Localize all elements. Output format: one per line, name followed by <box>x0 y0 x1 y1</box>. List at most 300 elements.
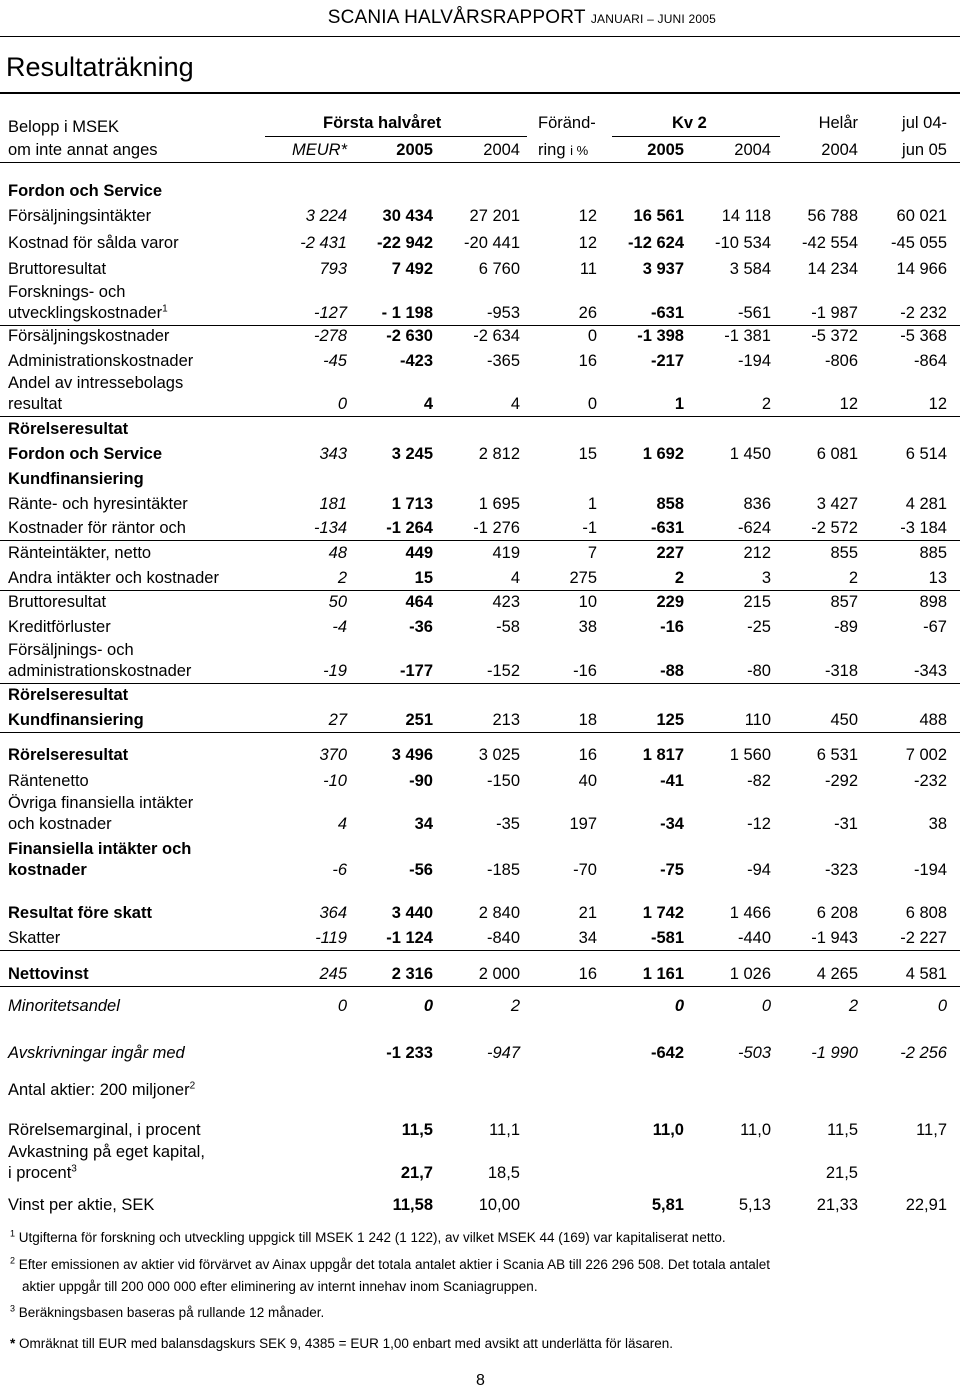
cell-half-2004: -35 <box>496 815 520 833</box>
row-label <box>8 326 169 347</box>
cell-q2-2004: -80 <box>747 662 771 680</box>
row-label-text: Fordon och Service <box>8 445 163 463</box>
cell-meur: -134 <box>313 519 347 537</box>
cell-rolling-12m: 898 <box>919 593 947 611</box>
cell-half-2005: -90 <box>409 772 433 790</box>
row-label <box>8 710 144 731</box>
cell-half-2004: 3 025 <box>478 746 520 764</box>
cell-q2-2005: -217 <box>650 352 684 370</box>
footnote-2 <box>10 1257 770 1272</box>
row-label <box>8 444 162 465</box>
cell-rolling-12m: 22,91 <box>905 1196 947 1214</box>
row-label-text: Vinst per aktie, SEK <box>8 1196 155 1214</box>
row-label-text: Bruttoresultat <box>8 260 107 278</box>
cell-helar-2004: -31 <box>834 815 858 833</box>
cell-q2-2005: -88 <box>660 662 684 680</box>
cell-half-2004: 1 695 <box>478 495 520 513</box>
cell-half-2004: 6 760 <box>478 260 520 278</box>
cell-q2-2004: 1 560 <box>729 746 771 764</box>
cell-helar-2004: -89 <box>834 618 858 636</box>
row-label-text-line2: administrationskostnader <box>8 662 192 680</box>
cell-q2-2004: 1 450 <box>729 445 771 463</box>
cell-meur: 50 <box>328 593 347 611</box>
cell-half-2005: -1 264 <box>386 519 433 537</box>
cell-rolling-12m: -194 <box>913 861 947 879</box>
cell-half-2004: 27 201 <box>469 207 520 225</box>
row-label-text: Administrationskostnader <box>8 352 194 370</box>
row-label-text-line2: i procent <box>8 1164 72 1182</box>
cell-meur: 0 <box>337 395 347 413</box>
cell-helar-2004: -1 987 <box>811 304 858 322</box>
row-label-text-line2: utvecklingskostnader <box>8 304 163 322</box>
row-label <box>8 996 120 1017</box>
row-label-text: Försäljnings- och <box>8 641 134 659</box>
col-label-line1: Belopp i MSEK <box>8 118 119 136</box>
cell-half-2004: 423 <box>492 593 520 611</box>
cell-q2-2004: 212 <box>743 544 771 562</box>
cell-q2-2004: -25 <box>747 618 771 636</box>
cell-change-pct: -70 <box>573 861 597 879</box>
row-label-text: Kundfinansiering <box>8 711 144 729</box>
cell-q2-2005: 0 <box>674 997 684 1015</box>
row-label <box>8 1120 201 1141</box>
row-label-text: Ränte- och hyresintäkter <box>8 495 188 513</box>
cell-change-pct: 0 <box>587 327 597 345</box>
row-label <box>8 419 128 440</box>
cell-meur: -4 <box>332 618 347 636</box>
cell-q2-2004: 0 <box>761 997 771 1015</box>
cell-meur: -45 <box>323 352 347 370</box>
row-label <box>8 903 152 924</box>
cell-rolling-12m: 0 <box>937 997 947 1015</box>
cell-change-pct: -1 <box>582 519 597 537</box>
cell-change-pct: 10 <box>578 593 597 611</box>
cell-half-2004: -840 <box>486 929 520 947</box>
cell-helar-2004: -806 <box>824 352 858 370</box>
cell-helar-2004: -292 <box>824 772 858 790</box>
cell-meur: 4 <box>337 815 347 833</box>
cell-q2-2005: 1 742 <box>642 904 684 922</box>
cell-helar-2004: 6 531 <box>816 746 858 764</box>
row-label-text: Bruttoresultat <box>8 593 107 611</box>
cell-q2-2004: 836 <box>743 495 771 513</box>
row-label-text: Andra intäkter och kostnader <box>8 569 219 587</box>
cell-meur: -10 <box>323 772 347 790</box>
row-label <box>8 1080 195 1101</box>
row-label-text: Forsknings- och <box>8 283 126 301</box>
cell-helar-2004: 11,5 <box>827 1121 858 1139</box>
row-label-text: Räntenetto <box>8 772 89 790</box>
cell-change-pct: 12 <box>578 207 597 225</box>
cell-rolling-12m: -343 <box>913 662 947 680</box>
row-label <box>8 793 193 835</box>
footnote-3-mark: 3 <box>10 1303 16 1314</box>
row-label <box>8 1142 205 1184</box>
row-label-text: Rörelseresultat <box>8 746 129 764</box>
col-q2-2004: 2004 <box>734 141 771 159</box>
cell-q2-2005: 3 937 <box>642 260 684 278</box>
cell-q2-2004: -12 <box>747 815 771 833</box>
cell-q2-2005: -16 <box>660 618 684 636</box>
row-label <box>8 206 151 227</box>
cell-q2-2004: -82 <box>747 772 771 790</box>
cell-change-pct: 16 <box>578 746 597 764</box>
cell-meur: 181 <box>319 495 347 513</box>
cell-helar-2004: -5 372 <box>811 327 858 345</box>
cell-change-pct: 18 <box>578 711 597 729</box>
cell-rolling-12m: -67 <box>923 618 947 636</box>
cell-meur: -119 <box>315 929 347 947</box>
cell-helar-2004: 14 234 <box>807 260 858 278</box>
cell-half-2005: 449 <box>405 544 433 562</box>
cell-half-2004: -1 276 <box>473 519 520 537</box>
cell-helar-2004: -2 572 <box>811 519 858 537</box>
row-label <box>8 181 162 202</box>
cell-q2-2005: -75 <box>660 861 684 879</box>
row-label-text: Försäljningskostnader <box>8 327 170 345</box>
row-label-text: Kostnad för sålda varor <box>8 234 179 252</box>
page-title: Resultaträkning <box>6 52 194 82</box>
cell-half-2005: 21,7 <box>400 1164 433 1182</box>
cell-half-2004: -365 <box>486 352 520 370</box>
cell-q2-2004: -10 534 <box>715 234 771 252</box>
footnote-2-mark: 2 <box>10 1255 16 1266</box>
cell-rolling-12m: 6 514 <box>905 445 947 463</box>
cell-half-2005: 0 <box>423 997 433 1015</box>
cell-half-2004: 4 <box>510 569 520 587</box>
col-q2-2005: 2005 <box>647 141 684 159</box>
cell-q2-2005: 125 <box>656 711 684 729</box>
cell-meur: 245 <box>319 965 347 983</box>
row-label <box>8 351 193 372</box>
row-label <box>8 617 111 638</box>
cell-half-2004: 2 840 <box>478 904 520 922</box>
cell-change-pct: 12 <box>578 234 597 252</box>
cell-half-2005: -1 124 <box>386 929 433 947</box>
cell-q2-2004: 3 584 <box>729 260 771 278</box>
cell-meur: 343 <box>319 445 347 463</box>
col-half-2005: 2005 <box>396 141 433 159</box>
row-label-text: Rörelsemarginal, i procent <box>8 1121 201 1139</box>
cell-meur: -19 <box>323 662 347 680</box>
cell-helar-2004: 6 208 <box>816 904 858 922</box>
group2-underline <box>612 136 780 137</box>
col-rolling-line2: jun 05 <box>902 141 947 159</box>
cell-helar-2004: -42 554 <box>802 234 858 252</box>
row-label <box>8 928 60 949</box>
cell-meur: 0 <box>337 997 347 1015</box>
cell-meur: 27 <box>328 711 347 729</box>
footnote-ref: 1 <box>162 303 168 315</box>
cell-half-2005: 11,5 <box>401 1121 433 1139</box>
cell-half-2005: 3 245 <box>391 445 433 463</box>
cell-rolling-12m: 12 <box>928 395 947 413</box>
cell-meur: 370 <box>319 746 347 764</box>
cell-helar-2004: 21,5 <box>825 1164 858 1182</box>
cell-q2-2005: 16 561 <box>633 207 684 225</box>
footnote-4-mark: * <box>10 1336 16 1351</box>
cell-q2-2005: -12 624 <box>628 234 684 252</box>
cell-change-pct: 16 <box>578 352 597 370</box>
cell-change-pct: 197 <box>569 815 597 833</box>
col-change-line1: Föränd- <box>538 114 596 132</box>
cell-meur: -278 <box>313 327 347 345</box>
cell-change-pct: 34 <box>578 929 597 947</box>
cell-half-2005: 7 492 <box>391 260 433 278</box>
cell-half-2004: 2 000 <box>478 965 520 983</box>
cell-rolling-12m: 885 <box>919 544 947 562</box>
col-group-first-half: Första halvåret <box>323 114 442 132</box>
row-label <box>8 839 191 881</box>
col-group-q2: Kv 2 <box>672 114 707 132</box>
cell-helar-2004: 6 081 <box>816 445 858 463</box>
cell-meur: -127 <box>313 304 347 322</box>
col-change-ring: ring <box>538 141 566 159</box>
cell-half-2005: 4 <box>423 395 433 413</box>
cell-rolling-12m: 6 808 <box>905 904 947 922</box>
cell-rolling-12m: 14 966 <box>896 260 947 278</box>
footnote-3-text: Beräkningsbasen baseras på rullande 12 månader. <box>18 1305 325 1320</box>
cell-q2-2004: 1 026 <box>729 965 771 983</box>
cell-helar-2004: 56 788 <box>807 207 858 225</box>
row-label-text: Minoritetsandel <box>8 997 120 1015</box>
cell-q2-2004: -503 <box>737 1044 771 1062</box>
cell-rolling-12m: -45 055 <box>891 234 947 252</box>
cell-q2-2005: -581 <box>650 929 684 947</box>
cell-half-2004: 2 <box>510 997 520 1015</box>
cell-half-2005: -22 942 <box>377 234 433 252</box>
row-label-text: Rörelseresultat <box>8 686 129 704</box>
cell-change-pct: 15 <box>578 445 597 463</box>
row-rule <box>0 950 960 951</box>
row-rule <box>0 683 960 684</box>
cell-change-pct: 275 <box>569 569 597 587</box>
cell-helar-2004: 2 <box>848 569 858 587</box>
cell-q2-2005: 1 817 <box>642 746 684 764</box>
row-label <box>8 568 219 589</box>
row-label <box>8 373 183 415</box>
cell-rolling-12m: 4 281 <box>905 495 947 513</box>
row-label <box>8 640 191 682</box>
cell-q2-2004: -561 <box>737 304 771 322</box>
footnote-ref: 2 <box>189 1080 196 1092</box>
row-label <box>8 543 151 564</box>
cell-q2-2004: 14 118 <box>721 207 771 225</box>
cell-rolling-12m: 60 021 <box>896 207 947 225</box>
cell-q2-2004: 3 <box>761 569 771 587</box>
cell-q2-2004: 1 466 <box>729 904 771 922</box>
header-bottom-rule <box>0 162 960 163</box>
cell-helar-2004: 3 427 <box>816 495 858 513</box>
row-label <box>8 964 89 985</box>
footnote-2-cont: aktier uppgår till 200 000 000 efter eliminering av internt innehav inom Scaniagruppen. <box>22 1279 538 1294</box>
cell-rolling-12m: -2 227 <box>900 929 947 947</box>
cell-half-2004: -185 <box>486 861 520 879</box>
cell-half-2005: - 1 198 <box>381 304 433 322</box>
row-rule <box>0 732 960 733</box>
cell-helar-2004: 4 265 <box>816 965 858 983</box>
cell-rolling-12m: 488 <box>919 711 947 729</box>
cell-change-pct: 7 <box>587 544 597 562</box>
row-label <box>8 1195 154 1216</box>
cell-rolling-12m: -2 232 <box>900 304 947 322</box>
cell-rolling-12m: -2 256 <box>900 1044 947 1062</box>
header-rule <box>0 36 960 37</box>
cell-half-2004: 4 <box>510 395 520 413</box>
col-change-unit: i % <box>570 143 589 158</box>
cell-helar-2004: 2 <box>848 997 858 1015</box>
row-label <box>8 592 106 613</box>
cell-half-2004: 10,00 <box>478 1196 520 1214</box>
row-label-text: Avskrivningar ingår med <box>8 1044 185 1062</box>
row-label <box>8 233 179 254</box>
cell-helar-2004: 857 <box>830 593 858 611</box>
page-number: 8 <box>476 1372 485 1389</box>
cell-q2-2005: 1 161 <box>642 965 684 983</box>
cell-half-2005: 1 713 <box>391 495 433 513</box>
cell-q2-2005: 1 692 <box>642 445 684 463</box>
row-label <box>8 685 128 706</box>
cell-half-2005: 15 <box>414 569 433 587</box>
cell-half-2004: -2 634 <box>473 327 520 345</box>
row-rule <box>0 416 960 417</box>
cell-half-2005: -56 <box>409 861 433 879</box>
report-period-text: JANUARI – JUNI 2005 <box>590 12 716 26</box>
row-rule <box>0 986 960 987</box>
cell-half-2004: 2 812 <box>478 445 520 463</box>
row-rule <box>0 540 960 541</box>
row-label-text: Antal aktier: 200 miljoner <box>8 1081 190 1099</box>
row-label-text: Övriga finansiella intäkter <box>8 794 194 812</box>
cell-half-2005: -177 <box>399 662 433 680</box>
row-rule <box>0 590 960 591</box>
cell-half-2004: 18,5 <box>487 1164 520 1182</box>
cell-helar-2004: -318 <box>824 662 858 680</box>
cell-meur: 2 <box>337 569 347 587</box>
group1-underline <box>265 136 527 137</box>
footnote-1-mark: 1 <box>10 1228 16 1239</box>
cell-half-2004: -947 <box>486 1044 520 1062</box>
col-rolling-line1: jul 04- <box>902 114 947 132</box>
cell-half-2005: 34 <box>414 815 433 833</box>
col-label-line2: om inte annat anges <box>8 141 158 159</box>
cell-half-2005: -1 233 <box>386 1044 433 1062</box>
cell-q2-2005: 5,81 <box>651 1196 684 1214</box>
row-label-text: Resultat före skatt <box>8 904 152 922</box>
cell-half-2005: 464 <box>405 593 433 611</box>
footnote-1-text: Utgifterna för forskning och utveckling uppgick till MSEK 1 242 (1 122), av vilket MSEK 44 (169) var kapitaliserat netto. <box>18 1230 726 1245</box>
cell-half-2005: -423 <box>399 352 433 370</box>
row-label-text-line2: resultat <box>8 395 63 413</box>
cell-q2-2004: 215 <box>743 593 771 611</box>
cell-q2-2004: -1 381 <box>724 327 771 345</box>
cell-helar-2004: 855 <box>830 544 858 562</box>
cell-half-2004: -152 <box>486 662 520 680</box>
row-label <box>8 518 186 539</box>
row-label-text: Rörelseresultat <box>8 420 129 438</box>
cell-q2-2005: 1 <box>674 395 684 413</box>
row-label-text-line2: och kostnader <box>8 815 112 833</box>
cell-change-pct: 1 <box>587 495 597 513</box>
cell-q2-2005: -631 <box>650 304 684 322</box>
row-label <box>8 469 144 490</box>
cell-half-2005: 2 316 <box>391 965 433 983</box>
cell-change-pct: 16 <box>578 965 597 983</box>
cell-helar-2004: 450 <box>830 711 858 729</box>
cell-rolling-12m: -864 <box>913 352 947 370</box>
row-label-text: Kreditförluster <box>8 618 111 636</box>
row-label <box>8 745 128 766</box>
cell-helar-2004: -1 943 <box>811 929 858 947</box>
cell-q2-2004: 2 <box>761 395 771 413</box>
cell-q2-2004: 110 <box>744 711 771 729</box>
cell-half-2005: 30 434 <box>382 207 433 225</box>
footnote-2-text-line1: Efter emissionen av aktier vid förvärvet av Ainax uppgår det totala antalet aktier i Scania AB till 226 296 508. Det totala antalet <box>18 1257 770 1272</box>
col-half-2004: 2004 <box>483 141 520 159</box>
cell-q2-2005: 858 <box>656 495 684 513</box>
cell-q2-2005: 2 <box>674 569 684 587</box>
cell-change-pct: 26 <box>578 304 597 322</box>
cell-q2-2004: -94 <box>747 861 771 879</box>
cell-change-pct: 11 <box>579 260 597 278</box>
cell-half-2005: 3 440 <box>391 904 433 922</box>
cell-half-2005: 11,58 <box>392 1196 433 1214</box>
cell-meur: 48 <box>328 544 347 562</box>
cell-rolling-12m: -3 184 <box>900 519 947 537</box>
cell-q2-2005: -642 <box>650 1044 684 1062</box>
cell-q2-2004: 5,13 <box>738 1196 771 1214</box>
footnote-ref: 3 <box>71 1163 77 1175</box>
row-label <box>8 282 168 324</box>
cell-half-2004: 419 <box>492 544 520 562</box>
cell-rolling-12m: 11,7 <box>916 1121 947 1139</box>
cell-q2-2004: 11,0 <box>740 1121 771 1139</box>
cell-half-2004: -58 <box>496 618 520 636</box>
row-label-text: Nettovinst <box>8 965 89 983</box>
cell-half-2004: -20 441 <box>464 234 520 252</box>
footnote-4-text: Omräknat till EUR med balansdagskurs SEK 9, 4385 = EUR 1,00 enbart med avsikt att underlätta för läsaren. <box>19 1336 673 1351</box>
col-change-line2 <box>538 141 588 160</box>
cell-q2-2005: -1 398 <box>637 327 684 345</box>
footnote-4 <box>10 1336 673 1351</box>
footnote-1 <box>10 1230 726 1245</box>
cell-q2-2004: -624 <box>737 519 771 537</box>
cell-change-pct: 0 <box>587 395 597 413</box>
col-helar-line2: 2004 <box>821 141 858 159</box>
cell-q2-2005: -41 <box>660 772 684 790</box>
cell-meur: -6 <box>332 861 347 879</box>
cell-q2-2004: -440 <box>737 929 771 947</box>
row-label-text: Andel av intressebolags <box>8 374 184 392</box>
footnote-3 <box>10 1305 324 1320</box>
row-label-text: Kundfinansiering <box>8 470 144 488</box>
cell-half-2004: 11,1 <box>489 1121 520 1139</box>
cell-q2-2005: 229 <box>656 593 684 611</box>
row-label <box>8 259 106 280</box>
cell-half-2004: -953 <box>486 304 520 322</box>
row-label-text-line2: kostnader <box>8 861 87 879</box>
cell-q2-2005: 11,0 <box>652 1121 684 1139</box>
cell-half-2005: 251 <box>405 711 433 729</box>
cell-meur: 793 <box>319 260 347 278</box>
cell-rolling-12m: -5 368 <box>900 327 947 345</box>
cell-rolling-12m: -232 <box>913 772 947 790</box>
row-label-text: Fordon och Service <box>8 182 163 200</box>
row-label-text: Finansiella intäkter och <box>8 840 192 858</box>
row-label-text: Skatter <box>8 929 61 947</box>
cell-change-pct: 38 <box>578 618 597 636</box>
cell-q2-2005: 227 <box>656 544 684 562</box>
